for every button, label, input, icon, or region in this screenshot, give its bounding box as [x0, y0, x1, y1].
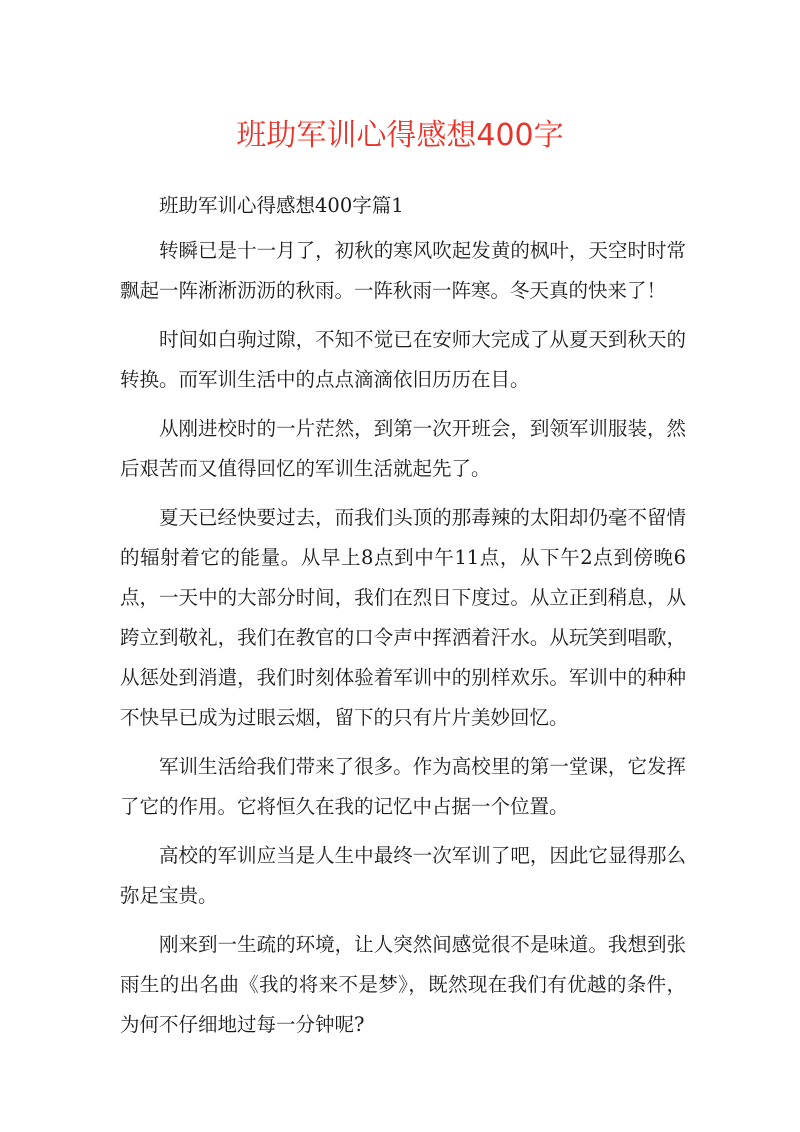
paragraph-5: 军训生活给我们带来了很多。作为高校里的第一堂课，它发挥了它的作用。它将恒久在我的记忆中占据一个位置。 — [120, 755, 686, 818]
paragraph-4: 夏天已经快要过去，而我们头顶的那毒辣的太阳却仍毫不留情的辐射着它的能量。从早上8点到中午11点，从下午2点到傍晚6点，一天中的大部分时间，我们在烈日下度过。从立正到稍息，从跨立到敬礼，我们在教官的口令声中挥洒着汗水。从玩笑到唱歌，从惩处到消遣，我们时刻体验着军训中的别样欢乐。军训中的种种不快早已成为过眼云烟，留下的只有片片美妙回忆。 — [120, 506, 686, 729]
paragraph-1: 转瞬已是十一月了，初秋的寒风吹起发黄的枫叶，天空时时常飘起一阵淅淅沥沥的秋雨。一阵秋雨一阵寒。冬天真的快来了！ — [120, 239, 686, 302]
paragraph-3: 从刚进校时的一片茫然，到第一次开班会，到领军训服装，然后艰苦而又值得回忆的军训生活就起先了。 — [120, 417, 686, 480]
paragraph-6: 高校的军训应当是人生中最终一次军训了吧，因此它显得那么弥足宝贵。 — [120, 844, 686, 907]
section-heading: 班助军训心得感想400字篇1 — [159, 194, 404, 217]
document-title: 班助军训心得感想400字 — [236, 118, 564, 153]
paragraph-2: 时间如白驹过隙，不知不觉已在安师大完成了从夏天到秋天的转换。而军训生活中的点点滴滴依旧历历在目。 — [120, 328, 686, 391]
document-body — [120, 186, 686, 1054]
paragraph-7: 刚来到一生疏的环境，让人突然间感觉很不是味道。我想到张雨生的出名曲《我的将来不是梦》，既然现在我们有优越的条件，为何不仔细地过每一分钟呢? — [120, 933, 686, 1036]
